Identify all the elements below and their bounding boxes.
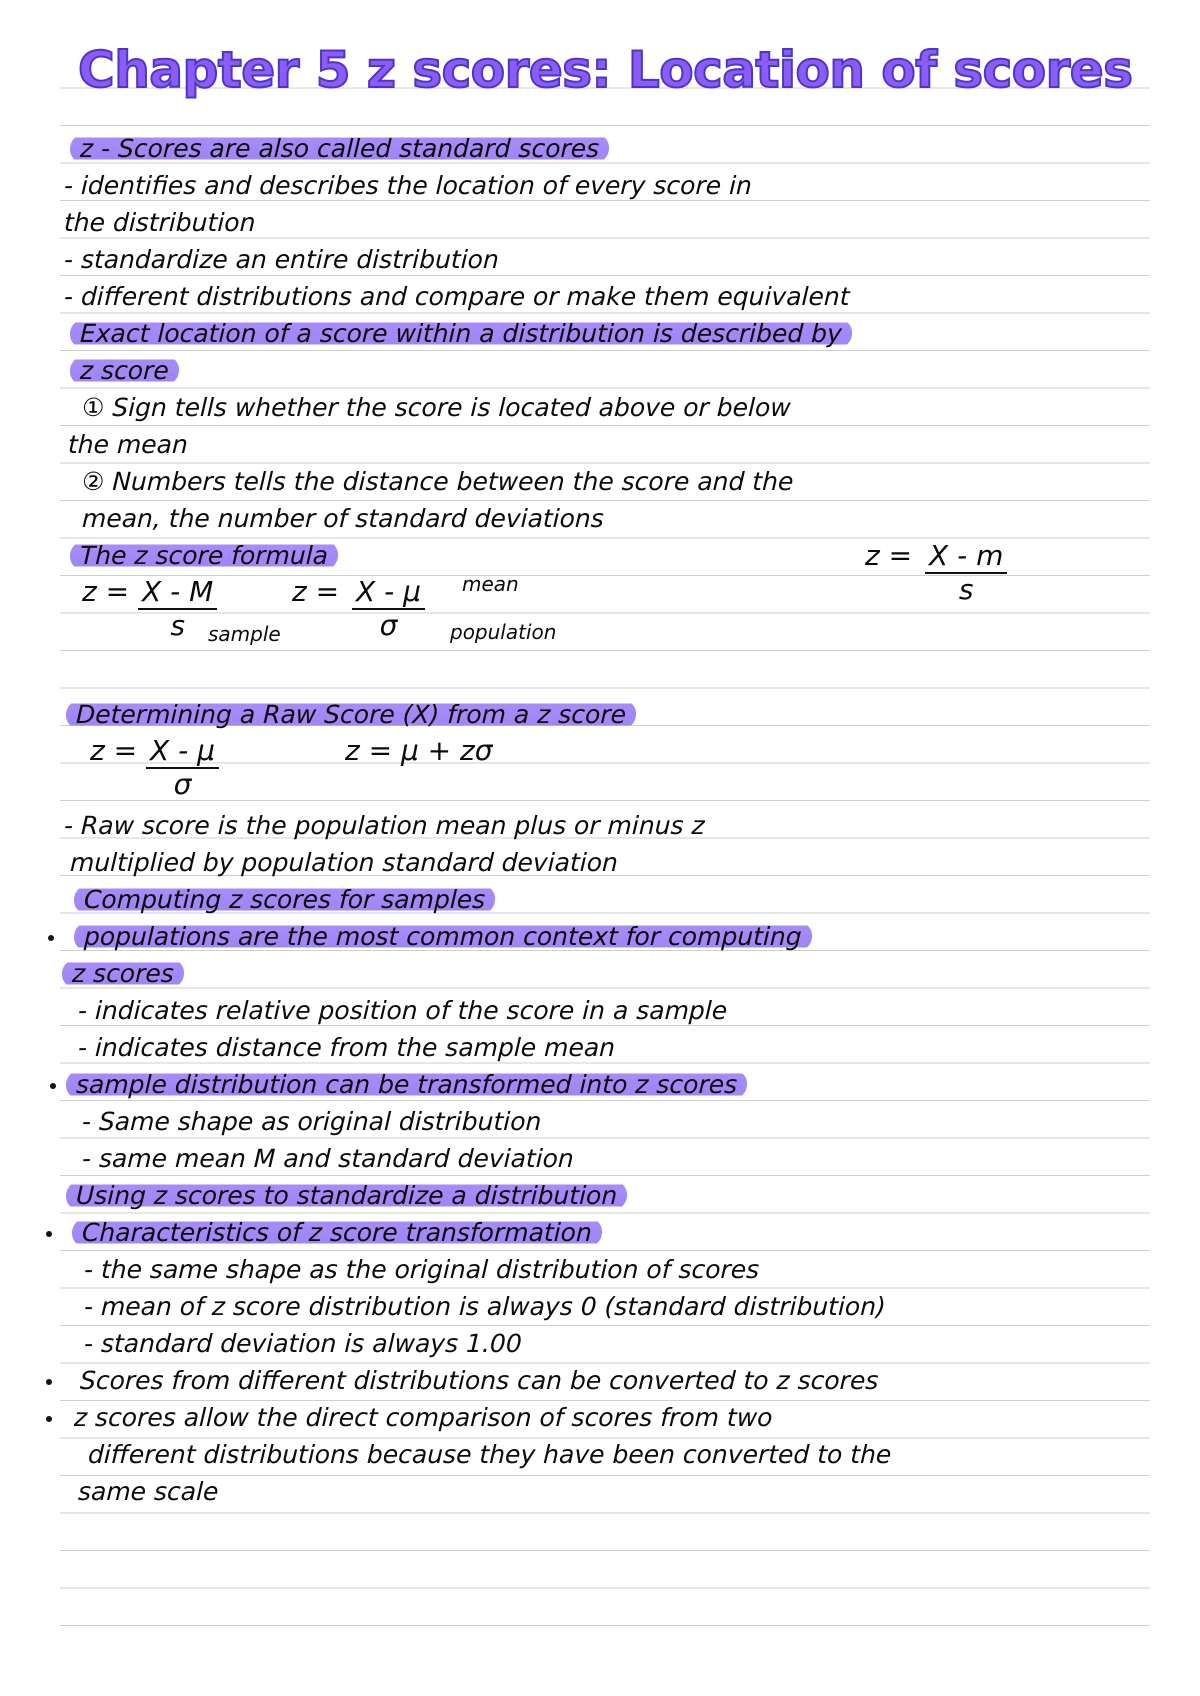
note-line: - standard deviation is always 1.00 [83, 1329, 523, 1358]
note-line: - Same shape as original distribution [81, 1107, 542, 1136]
numerator: X - μ [146, 735, 219, 769]
note-line: The z score formula [79, 538, 1200, 574]
note-line: z scores [71, 956, 1200, 992]
formula-sample-fraction [138, 576, 217, 642]
note-line: mean, the number of standard deviations [81, 504, 605, 533]
note-line: Scores from different distributions can be converted to z scores [79, 1366, 879, 1395]
bullet [48, 935, 54, 941]
note-line: different distributions because they have been converted to the [87, 1440, 892, 1469]
formula-population-mean-label: mean [462, 572, 519, 596]
formula-sample-lhs: z = [82, 575, 130, 608]
bullet [46, 1379, 52, 1385]
denominator: s [958, 573, 974, 606]
note-line: ② Numbers tells the distance between the score and the [81, 467, 794, 496]
note-line: - identifies and describes the location of every score in [63, 171, 753, 200]
note-line: z score [79, 353, 1200, 389]
raw-formula-fraction [146, 735, 219, 801]
bullet [46, 1231, 52, 1237]
denominator: σ [173, 768, 192, 801]
note-line: Using z scores to standardize a distribution [75, 1178, 1200, 1214]
note-line: z scores allow the direct comparison of scores from two [73, 1403, 774, 1432]
note-line: z - Scores are also called standard scores [79, 131, 1200, 167]
denominator: σ [379, 609, 398, 642]
note-line: - indicates distance from the sample mean [77, 1033, 616, 1062]
formula-sample-label: sample [208, 622, 281, 646]
note-line: the mean [67, 430, 189, 459]
formula-right-lhs: z = [865, 539, 913, 572]
note-line: - the same shape as the original distribution of scores [83, 1255, 760, 1284]
note-line: multiplied by population standard deviation [69, 848, 619, 877]
bullet [46, 1416, 52, 1422]
bullet [50, 1083, 56, 1089]
numerator: X - m [925, 540, 1007, 574]
formula-population-lhs: z = [292, 575, 340, 608]
note-line: - mean of z score distribution is always 0 (standard distribution) [83, 1292, 887, 1321]
note-line: - Raw score is the population mean plus or minus z [63, 811, 706, 840]
note-line: Computing z scores for samples [83, 882, 1200, 918]
note-line: the distribution [63, 208, 256, 237]
formula-population-fraction [352, 576, 425, 642]
raw-formula-solved: z = μ + zσ [345, 734, 493, 767]
note-line: sample distribution can be transformed into z scores [75, 1067, 1200, 1103]
formula-right-fraction [925, 540, 1007, 606]
note-line: - indicates relative position of the score in a sample [77, 996, 728, 1025]
note-line: - same mean M and standard deviation [81, 1144, 575, 1173]
numerator: X - μ [352, 576, 425, 610]
note-line: Characteristics of z score transformation [81, 1215, 1200, 1251]
note-line: - standardize an entire distribution [63, 245, 500, 274]
denominator: s [170, 609, 185, 642]
note-line: populations are the most common context for computing [83, 919, 1200, 955]
raw-formula-lhs: z = [90, 734, 138, 767]
numerator: X - M [138, 576, 217, 610]
page-title: Chapter 5 z scores: Location of scores [78, 41, 1133, 99]
note-line: Determining a Raw Score (X) from a z score [75, 697, 1200, 733]
note-line: - different distributions and compare or make them equivalent [63, 282, 851, 311]
note-line: ① Sign tells whether the score is located above or below [81, 393, 792, 422]
formula-population-label: population [450, 620, 557, 644]
note-line: Exact location of a score within a distribution is described by [79, 316, 1200, 352]
note-line: same scale [77, 1477, 219, 1506]
